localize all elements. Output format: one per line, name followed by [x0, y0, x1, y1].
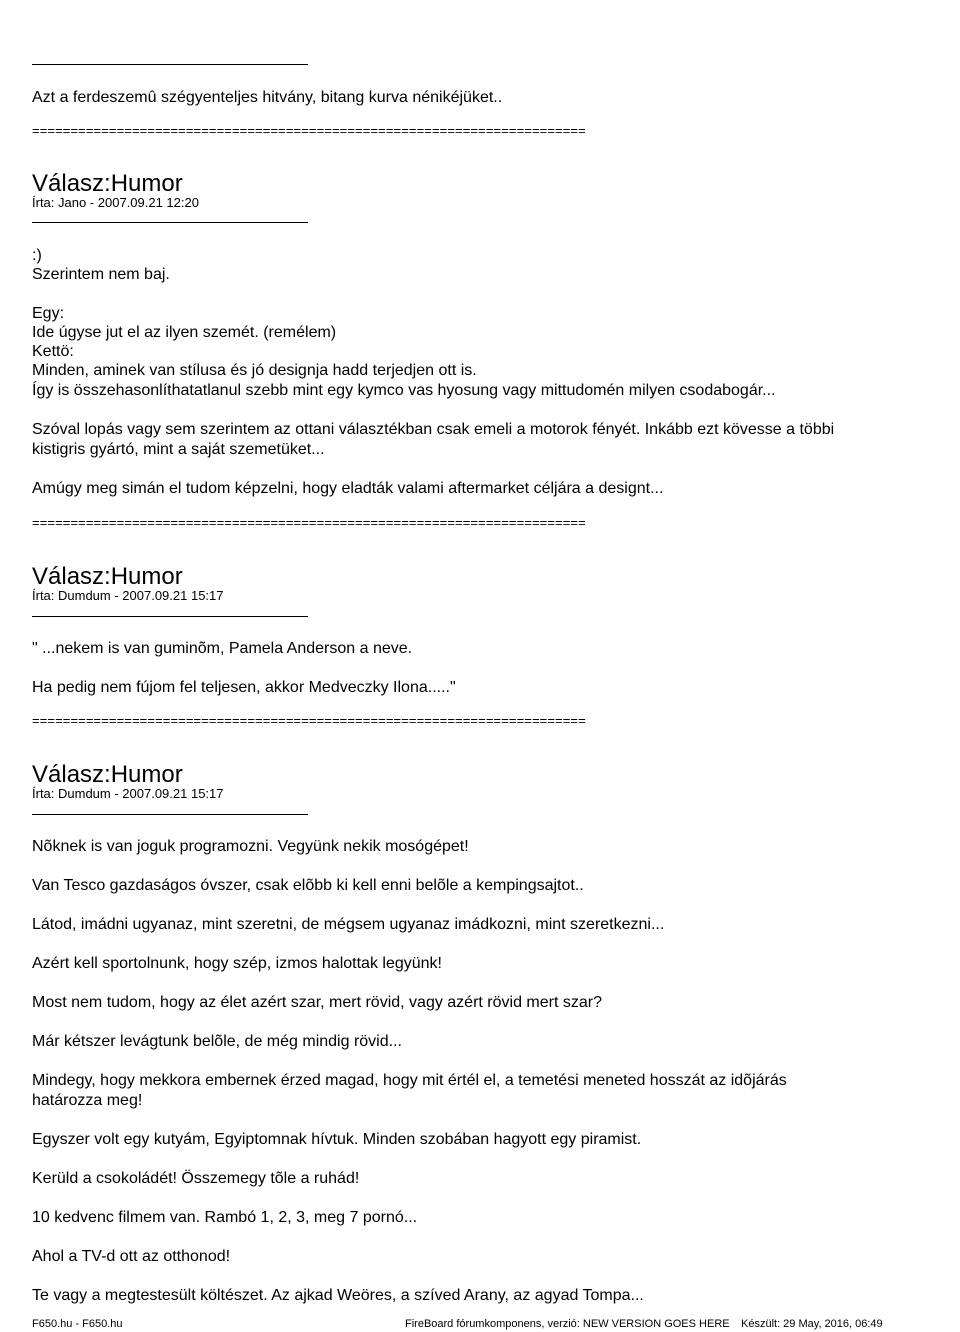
post-divider	[32, 64, 308, 65]
post-text: Ha pedig nem fújom fel teljesen, akkor Medveczky Ilona....."	[32, 679, 456, 696]
post-separator: ========================================================================	[32, 515, 586, 530]
post-text: Látod, imádni ugyanaz, mint szeretni, de mégsem ugyanaz imádkozni, mint szeretkezni...	[32, 916, 665, 933]
post-text: Egyszer volt egy kutyám, Egyiptomnak hívtuk. Minden szobában hagyott egy piramist.	[32, 1131, 642, 1148]
post-text: Egy:	[32, 305, 65, 322]
post-text: Minden, aminek van stílusa és jó designja hadd terjedjen ott is.	[32, 362, 477, 379]
footer-site: F650.hu - F650.hu	[32, 1318, 123, 1330]
post-divider	[32, 616, 308, 617]
post-text: Mindegy, hogy mekkora embernek érzed magad, hogy mit értél el, a temetési meneted hosszát az idõjárás	[32, 1072, 787, 1089]
post-text: Nõknek is van joguk programozni. Vegyünk nekik mosógépet!	[32, 838, 469, 855]
post-text: " ...nekem is van guminõm, Pamela Anderson a neve.	[32, 640, 413, 657]
post-title: Válasz:Humor	[32, 170, 183, 197]
post-divider	[32, 814, 308, 815]
post-text: Kettö:	[32, 343, 74, 360]
post-text: kistigris gyártó, mint a saját szemetüket...	[32, 441, 325, 458]
post-text: :)	[32, 247, 42, 264]
post-text: Amúgy meg simán el tudom képzelni, hogy eladták valami aftermarket céljára a designt...	[32, 480, 664, 497]
post-text: Van Tesco gazdaságos óvszer, csak elõbb ki kell enni belõle a kempingsajtot..	[32, 877, 584, 894]
post-title: Válasz:Humor	[32, 761, 183, 788]
post-separator: ========================================================================	[32, 123, 586, 138]
post-text: Kerüld a csokoládét! Összemegy tõle a ruhád!	[32, 1170, 360, 1187]
post-text: Már kétszer levágtunk belõle, de még mindig rövid...	[32, 1033, 402, 1050]
post-text: Te vagy a megtestesült költészet. Az ajkad Weöres, a szíved Arany, az agyad Tompa...	[32, 1287, 644, 1304]
post-text: Ahol a TV-d ott az otthonod!	[32, 1248, 231, 1265]
post-text: Azért kell sportolnunk, hogy szép, izmos halottak legyünk!	[32, 955, 442, 972]
post-meta: Írta: Dumdum - 2007.09.21 15:17	[32, 786, 224, 801]
post-title: Válasz:Humor	[32, 563, 183, 590]
post-separator: ========================================================================	[32, 713, 586, 728]
post-text: Most nem tudom, hogy az élet azért szar, mert rövid, vagy azért rövid mert szar?	[32, 994, 602, 1011]
post-text: Azt a ferdeszemû szégyenteljes hitvány, bitang kurva nénikéjüket..	[32, 89, 503, 106]
post-meta: Írta: Jano - 2007.09.21 12:20	[32, 195, 199, 210]
footer-generated: Készült: 29 May, 2016, 06:49	[741, 1318, 883, 1330]
post-text: Ide úgyse jut el az ilyen szemét. (remélem)	[32, 324, 337, 341]
footer-component: FireBoard fórumkomponens, verzió: NEW VERSION GOES HERE	[405, 1318, 730, 1330]
post-meta: Írta: Dumdum - 2007.09.21 15:17	[32, 588, 224, 603]
post-text: Szóval lopás vagy sem szerintem az ottani választékban csak emeli a motorok fényét. Inkább ezt kövesse a többi	[32, 421, 835, 438]
post-text: 10 kedvenc filmem van. Rambó 1, 2, 3, meg 7 pornó...	[32, 1209, 418, 1226]
post-text: Így is összehasonlíthatatlanul szebb mint egy kymco vas hyosung vagy mittudomén milyen csodabogár...	[32, 382, 776, 399]
post-divider	[32, 222, 308, 223]
post-text: határozza meg!	[32, 1092, 143, 1109]
post-text: Szerintem nem baj.	[32, 266, 170, 283]
